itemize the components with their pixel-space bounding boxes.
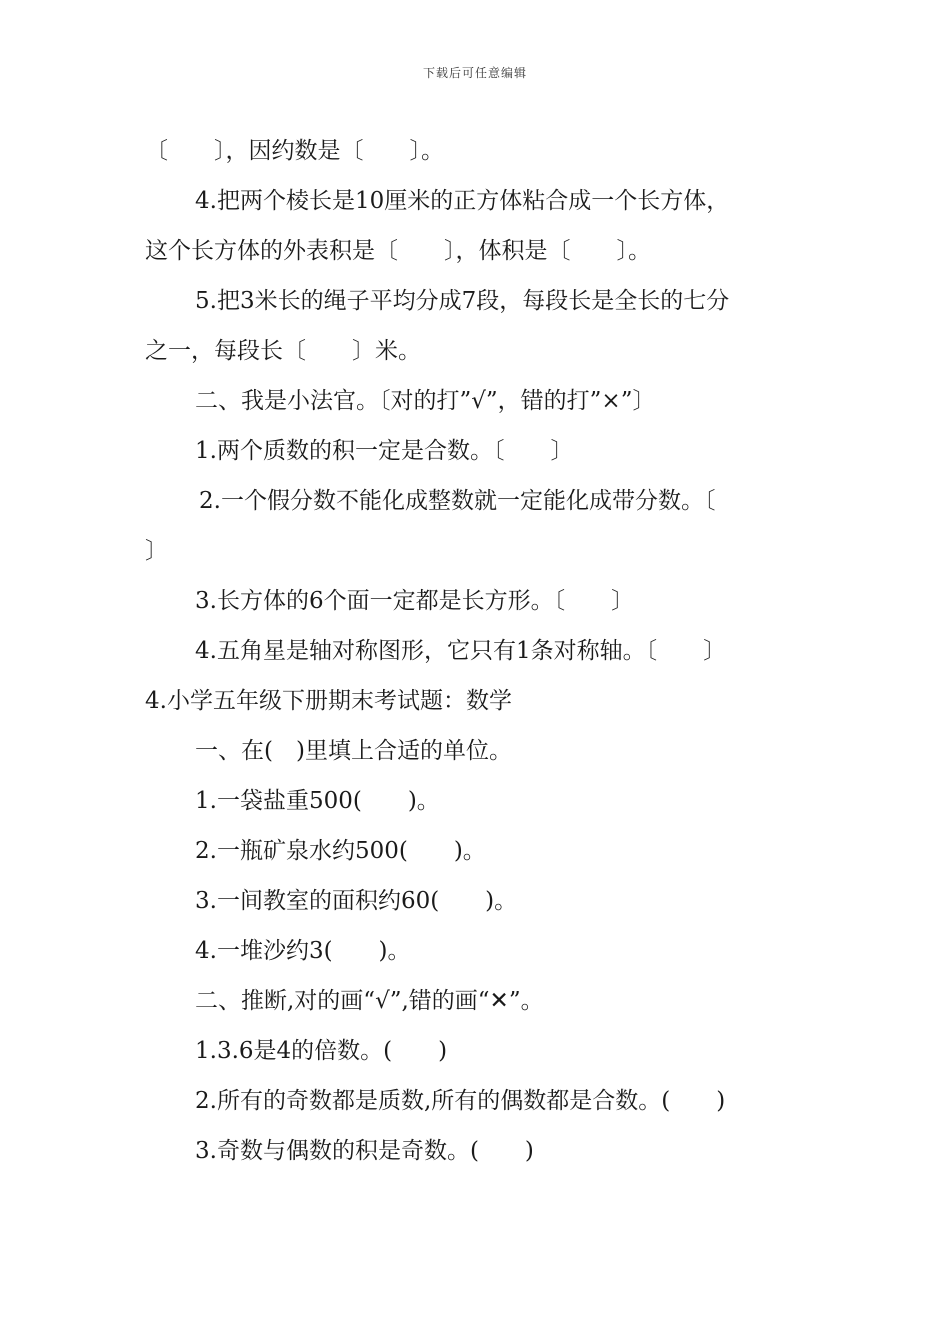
text-line-10: 3.长方体的6个面一定都是长方形。〔 〕 xyxy=(195,588,635,614)
text-line-11: 4.五角星是轴对称图形，它只有1条对称轴。〔 〕 xyxy=(195,638,727,664)
text-line-8: 2.一个假分数不能化成整数就一定能化成带分数。〔 xyxy=(199,488,716,514)
document-body xyxy=(145,126,810,1176)
text-line-17: 4.一堆沙约3( )。 xyxy=(195,938,411,964)
text-line-16: 3.一间教室的面积约60( )。 xyxy=(195,888,518,914)
text-line-1: 〔 〕，因约数是〔 〕。 xyxy=(145,138,444,164)
text-line-20: 2.所有的奇数都是质数,所有的偶数都是合数。( ) xyxy=(195,1088,726,1114)
text-line-21: 3.奇数与偶数的积是奇数。( ) xyxy=(195,1138,534,1164)
text-line-14: 1.一袋盐重500( )。 xyxy=(195,788,440,814)
text-line-15: 2.一瓶矿泉水约500( )。 xyxy=(195,838,486,864)
text-line-9: 〕 xyxy=(145,538,168,564)
section-heading-judge: 二、我是小法官。〔对的打”√”，错的打”×”〕 xyxy=(195,388,656,414)
section-heading-true-false: 二、推断,对的画“√”,错的画“✕”。 xyxy=(195,988,544,1014)
text-line-4: 5.把3米长的绳子平均分成7段，每段长是全长的七分 xyxy=(195,288,730,314)
exam-title: 4.小学五年级下册期末考试题：数学 xyxy=(145,688,512,714)
text-line-5: 之一，每段长〔 〕米。 xyxy=(145,338,421,364)
page-header: 下载后可任意编辑 xyxy=(422,66,527,80)
text-line-7: 1.两个质数的积一定是合数。〔 〕 xyxy=(195,438,574,464)
text-line-19: 1.3.6是4的倍数。( ) xyxy=(195,1038,448,1064)
section-heading-units: 一、在( )里填上合适的单位。 xyxy=(195,738,512,764)
text-line-3: 这个长方体的外表积是〔 〕，体积是〔 〕。 xyxy=(145,238,651,264)
text-line-2: 4.把两个棱长是10厘米的正方体粘合成一个长方体， xyxy=(195,188,730,214)
